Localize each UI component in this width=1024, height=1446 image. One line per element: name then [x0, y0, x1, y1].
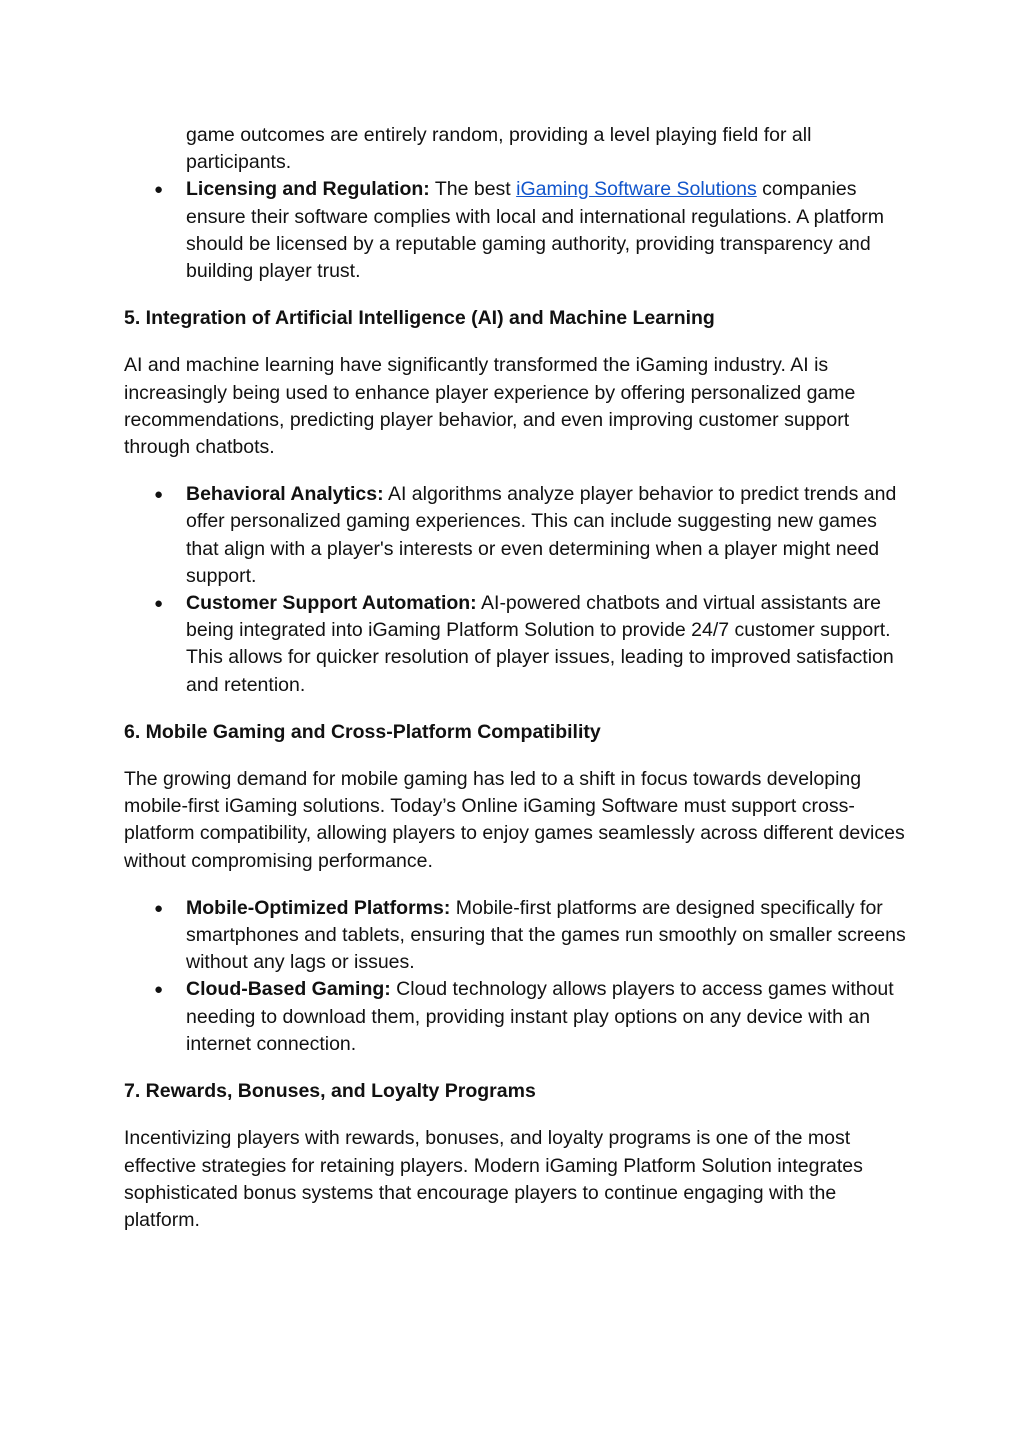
list-item-text: Mobile-first platforms are designed specifically for smartphones and tablets, ensuring that the games run smoothly on smaller screens without any lags or issues. — [186, 896, 906, 974]
list-item — [124, 976, 914, 1058]
igaming-software-solutions-link[interactable]: iGaming Software Solutions — [516, 178, 757, 201]
continuation-text: game outcomes are entirely random, providing a level playing field for all participants. — [186, 124, 812, 174]
list-continued — [124, 122, 914, 285]
section-paragraph: AI and machine learning have significantly transformed the iGaming industry. AI is increasingly being used to enhance player experience by offering personalized game recommendations, predicting player behavior, and even improving customer support through chatbots. — [124, 354, 856, 459]
bullet-list — [124, 481, 914, 699]
section-heading: 5. Integration of Artificial Intelligence (AI) and Machine Learning — [124, 307, 715, 330]
list-item-label: Mobile-Optimized Platforms: — [186, 896, 451, 919]
bullet-icon: ● — [154, 899, 164, 917]
list-item-text: AI-powered chatbots and virtual assistants are being integrated into iGaming Platform Solution to provide 24/7 customer support. This allows for quicker resolution of player issues, leading to improved satisfaction and retention. — [186, 592, 894, 696]
bullet-icon: ● — [154, 486, 164, 504]
list-item-continuation — [124, 122, 914, 176]
section-heading: 7. Rewards, Bonuses, and Loyalty Programs — [124, 1080, 536, 1103]
list-item-licensing — [124, 176, 914, 285]
list-item-text: The best — [429, 178, 517, 201]
bullet-icon: ● — [154, 181, 164, 199]
list-item-label: Licensing and Regulation: — [186, 178, 430, 201]
list-item — [124, 895, 914, 977]
list-item-text: companies ensure their software complies with local and international regulations. A platform should be licensed by a reputable gaming authority, providing transparency and building player trust. — [186, 178, 885, 283]
list-item — [124, 481, 914, 590]
list-item-text: AI algorithms analyze player behavior to predict trends and offer personalized gaming experiences. This can include suggesting new games that align with a player's interests or even determining when a player might need support. — [186, 483, 897, 587]
section-paragraph: The growing demand for mobile gaming has led to a shift in focus towards developing mobile-first iGaming solutions. Today’s Online iGaming Software must support cross-platform compatibility, allowing players to enjoy games seamlessly across different devices without compromising performance. — [124, 768, 905, 872]
list-item-text: Cloud technology allows players to access games without needing to download them, providing instant play options on any device with an internet connection. — [186, 978, 894, 1055]
list-item-label: Customer Support Automation: — [186, 592, 477, 615]
bullet-list — [124, 895, 914, 1058]
document-body — [124, 122, 914, 1254]
list-item — [124, 590, 914, 699]
bullet-icon: ● — [154, 595, 164, 613]
section-paragraph: Incentivizing players with rewards, bonuses, and loyalty programs is one of the most effective strategies for retaining players. Modern iGaming Platform Solution integrates sophisticated bonus systems that encourage players to continue engaging with the platform. — [124, 1127, 863, 1231]
list-item-label: Cloud-Based Gaming: — [186, 978, 391, 1001]
bullet-icon: ● — [154, 981, 164, 999]
list-item-label: Behavioral Analytics: — [186, 483, 384, 506]
section-heading: 6. Mobile Gaming and Cross-Platform Compatibility — [124, 720, 601, 743]
